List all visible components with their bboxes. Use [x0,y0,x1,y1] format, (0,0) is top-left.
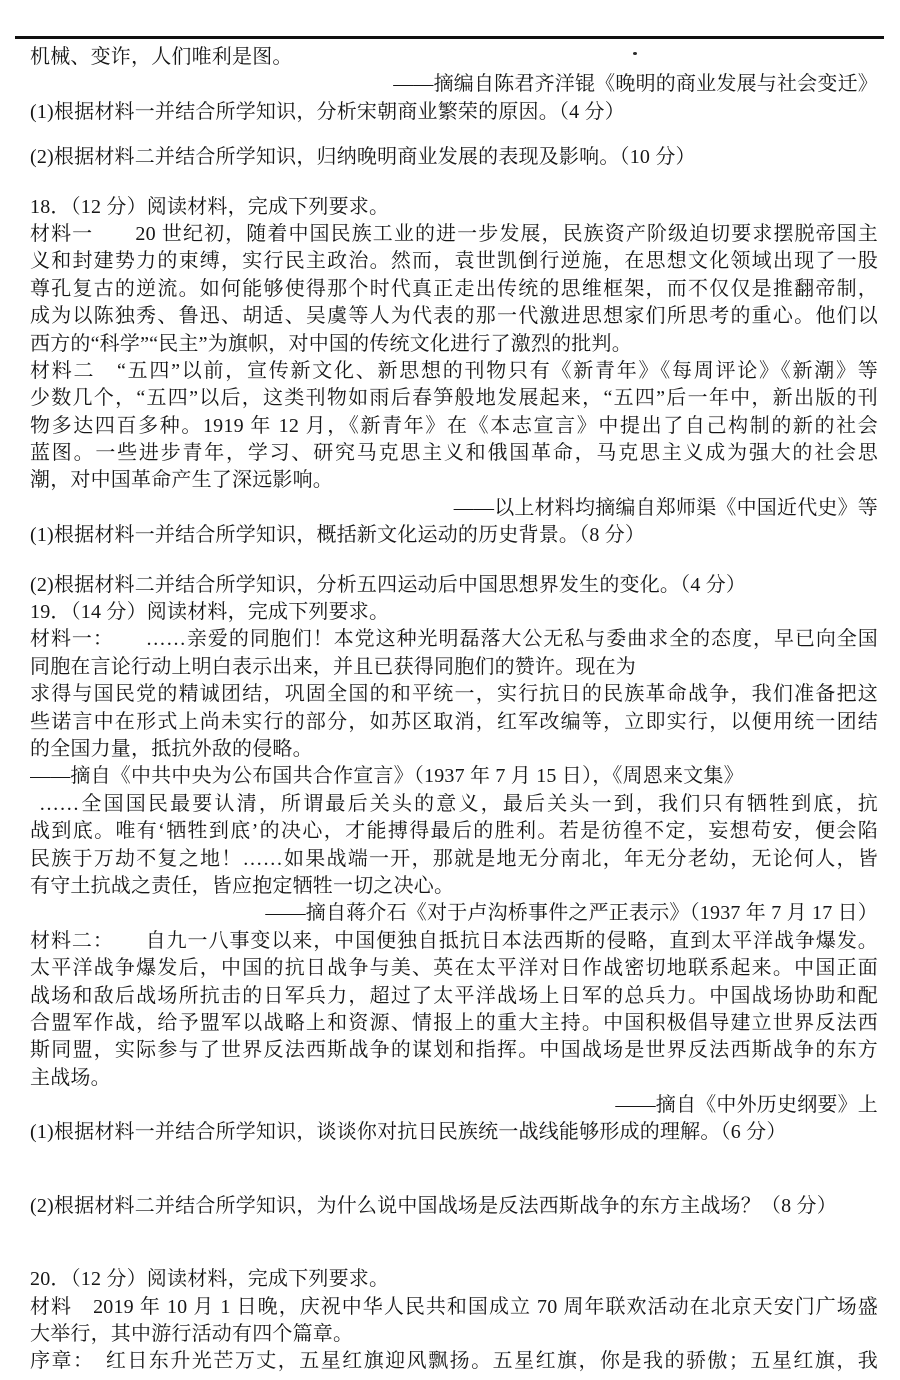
q19-sub2: (2)根据材料二并结合所学知识，为什么说中国战场是反法西斯战争的东方主战场？（8 分） [30,1194,837,1217]
q19-source1: ——摘自《中共中央为公布国共合作宣言》（1937 年 7 月 15 日），《周恩来文集》 [30,765,744,788]
q19-material2-line2: 太平洋战争爆发后，中国的抗日战争与美、英在太平洋对日作战密切地联系起来。中国正面 [30,957,878,980]
q19-heading: 19．（14 分）阅读材料，完成下列要求。 [30,601,390,624]
q18-sub1: (1)根据材料一并结合所学知识，概括新文化运动的历史背景。（8 分） [30,524,646,547]
q19-material2-line5: 斯同盟，实际参与了世界反法西斯战争的谋划和指挥。中国战场是世界反法西斯战争的东方 [30,1039,878,1062]
q19-material1-line2: 同胞在言论行动上明白表示出来，并且已获得同胞们的赞许。现在为 [30,655,636,678]
q19-sub1: (1)根据材料一并结合所学知识，谈谈你对抗日民族统一战线能够形成的理解。（6 分） [30,1121,787,1144]
q19-material1-line1: 材料一： ……亲爱的同胞们！本党这种光明磊落大公无私与委曲求全的态度，早已向全国 [30,628,878,651]
q18-material1-line2: 义和封建势力的束缚，实行民主政治。然而，袁世凯倒行逆施，在思想文化领域出现了一股 [30,250,878,273]
q18-material1-line1: 材料一 20 世纪初，随着中国民族工业的进一步发展，民族资产阶级迫切要求摆脱帝国主 [30,222,878,245]
q19-material1-line5: 的全国力量，抵抗外敌的侵略。 [30,737,313,760]
q18-sub2: (2)根据材料二并结合所学知识，分析五四运动后中国思想界发生的变化。（4 分） [30,573,747,596]
q20-heading: 20．（12 分）阅读材料，完成下列要求。 [30,1268,390,1291]
q20-prologue-line: 序章： 红日东升光芒万丈，五星红旗迎风飘扬。五星红旗，你是我的骄傲；五星红旗，我 [30,1350,878,1373]
q19-source2: ——摘自蒋介石《对于卢沟桥事件之严正表示》（1937 年 7 月 17 日） [265,902,878,925]
q17-source: ——摘编自陈君齐洋锟《晚明的商业发展与社会变迁》 [393,73,878,96]
q20-material-line1: 材料 2019 年 10 月 1 日晚，庆祝中华人民共和国成立 70 周年联欢活动在北京天安门广场盛 [30,1295,878,1318]
q20-material-line2: 大举行，其中游行活动有四个篇章。 [30,1323,354,1346]
q19-material2-line1: 材料二： 自九一八事变以来，中国便独自抵抗日本法西斯的侵略，直到太平洋战争爆发。 [30,929,878,952]
q19-quote2-line3: 民族于万劫不复之地！……如果战端一开，那就是地无分南北，年无分老幼，无论何人，皆 [30,847,878,870]
q17-sub2: (2)根据材料二并结合所学知识，归纳晚明商业发展的表现及影响。（10 分） [30,146,696,169]
q18-material2-line2: 少数几个，“五四”以后，这类刊物如雨后春笋般地发展起来，“五四”后一年中，新出版的刊 [30,387,878,410]
q18-material2-line5: 潮，对中国革命产生了深远影响。 [30,469,333,492]
q19-quote2-line2: 战到底。唯有‘牺牲到底’的决心，才能搏得最后的胜利。若是彷徨不定，妄想苟安，便会陷 [30,820,878,843]
q19-material2-line4: 合盟军作战，给予盟军以战略上和资源、情报上的重大主持。中国积极倡导建立世界反法西 [30,1011,878,1034]
q18-material1-line3: 尊孔复古的逆流。如何能够使得那个时代真正走出传统的思维框架，而不仅仅是推翻帝制， [30,277,878,300]
top-divider-rule [15,36,884,39]
q18-material2-line4: 蓝图。一些进步青年，学习、研究马克思主义和俄国革命，马克思主义成为强大的社会思 [30,442,878,465]
q19-material2-line3: 战场和敌后战场所抗击的日军兵力，超过了太平洋战场上日军的总兵力。中国战场协助和配 [30,984,878,1007]
document-content [30,44,878,1376]
q18-material2-line3: 物多达四百多种。1919 年 12 月，《新青年》在《本志宣言》中提出了自己构制的新的社会 [30,414,878,437]
q18-heading: 18．（12 分）阅读材料，完成下列要求。 [30,195,390,218]
q19-quote2-line4: 有守土抗战之责任，皆应抱定牺牲一切之决心。 [30,874,455,897]
q19-source3: ——摘自《中外历史纲要》上 [615,1094,878,1117]
q19-material1-line4: 些诺言中在形式上尚未实行的部分，如苏区取消，红军改编等，立即实行，以便用统一团结 [30,710,878,733]
q19-material2-line6: 主战场。 [30,1066,111,1089]
q19-material1-line3: 求得与国民党的精诚团结，巩固全国的和平统一，实行抗日的民族革命战争，我们准备把这 [30,683,878,706]
q18-material1-line5: 西方的“科学”“民主”为旗帜，对中国的传统文化进行了激烈的批判。 [30,332,632,355]
q18-material2-line1: 材料二 “五四”以前，宣传新文化、新思想的刊物只有《新青年》《每周评论》《新潮》等 [30,359,878,382]
q18-material1-line4: 成为以陈独秀、鲁迅、胡适、吴虞等人为代表的那一代激进思想家们所思考的重心。他们以 [30,305,878,328]
q18-source: ——以上材料均摘编自郑师渠《中国近代史》等 [453,496,878,519]
q17-sub1: (1)根据材料一并结合所学知识，分析宋朝商业繁荣的原因。（4 分） [30,100,625,123]
q17-material-tail: 机械、变诈，人们唯利是图。 [30,46,293,68]
q19-quote2-line1: ……全国国民最要认清，所谓最后关头的意义，最后关头一到，我们只有牺牲到底，抗 [39,792,878,815]
